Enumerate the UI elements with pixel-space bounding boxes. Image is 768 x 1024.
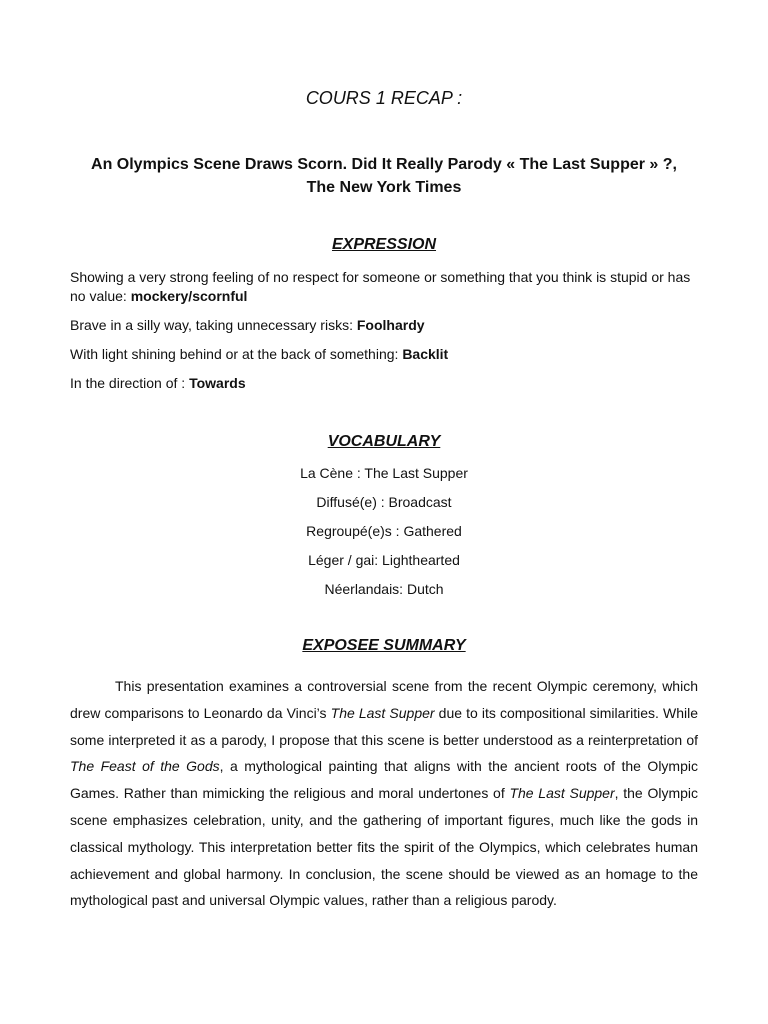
summary-text: , the Olympic scene emphasizes celebration, unity, and the gathering of important figures, much like the gods in classical mythology. This interpretation better fits the spirit of the Olympics, which celebrates human achievement and global harmony. In conclusion, the scene should be viewed as an homage to the mythological past and universal Olympic values, rather than a religious parody. — [70, 785, 698, 909]
summary-text: due to its compositional similarities. While some interpreted it as a parody, I propose that this scene is better understood as a reinterpretation of — [70, 704, 698, 748]
expression-heading: EXPRESSION — [331, 236, 437, 253]
expression-item — [70, 268, 698, 306]
artwork-title: The Last Supper — [330, 704, 435, 721]
vocabulary-item: Néerlandais: Dutch — [324, 581, 444, 597]
summary-paragraph — [70, 673, 698, 914]
expression-item — [70, 316, 698, 335]
summary-text: , a mythological painting that aligns with the ancient roots of the Olympic Games. Rather than mimicking the religious and moral undertones of — [70, 758, 698, 802]
expression-term: Backlit — [402, 346, 449, 362]
article-title-line-1: An Olympics Scene Draws Scorn. Did It Really Parody « The Last Supper » ?, — [91, 156, 677, 173]
artwork-title: The Last Supper — [509, 785, 615, 802]
vocabulary-item: Regroupé(e)s : Gathered — [306, 523, 462, 539]
vocabulary-list — [0, 464, 768, 609]
vocabulary-item: La Cène : The Last Supper — [300, 465, 468, 481]
expression-item — [70, 345, 698, 364]
expression-term: Towards — [189, 375, 246, 391]
summary-text: This presentation examines a controversial scene from the recent Olympic ceremony, which drew comparisons to Leonardo da Vinci’s — [70, 678, 698, 721]
expression-definition: Showing a very strong feeling of no respect for someone or something that you think is stupid or has no value: — [70, 269, 691, 304]
expression-list — [70, 268, 698, 403]
expression-definition: With light shining behind or at the back of something: — [70, 346, 403, 362]
article-title — [70, 153, 698, 199]
expression-item — [70, 374, 698, 393]
vocabulary-heading: VOCABULARY — [327, 433, 441, 450]
page-title: COURS 1 RECAP : — [305, 88, 463, 108]
vocabulary-item: Diffusé(e) : Broadcast — [316, 494, 452, 510]
summary-heading: EXPOSEE SUMMARY — [302, 637, 466, 654]
vocabulary-item: Léger / gai: Lighthearted — [308, 552, 460, 568]
expression-definition: In the direction of : — [70, 375, 190, 391]
expression-definition: Brave in a silly way, taking unnecessary risks: — [70, 317, 357, 333]
artwork-title: The Feast of the Gods — [70, 758, 220, 775]
article-title-line-2: The New York Times — [306, 179, 462, 196]
expression-term: mockery/scornful — [130, 288, 248, 304]
expression-term: Foolhardy — [356, 317, 425, 333]
